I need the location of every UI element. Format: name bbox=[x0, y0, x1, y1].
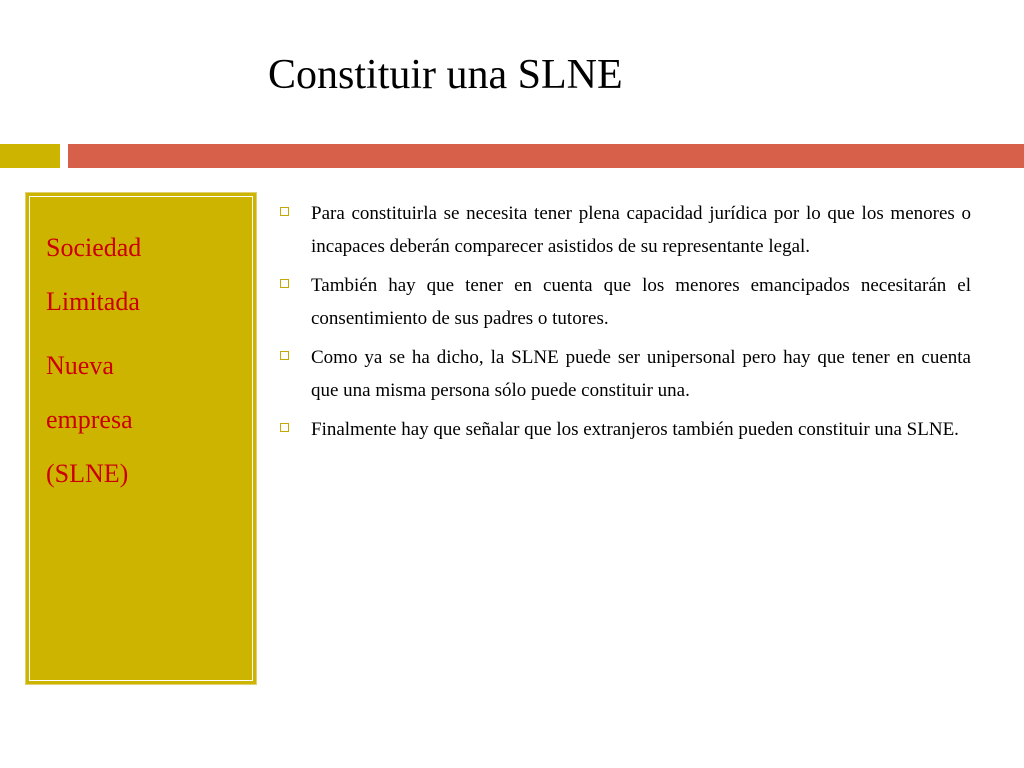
slide-title: Constituir una SLNE bbox=[268, 52, 623, 98]
accent-bar-red bbox=[68, 144, 1024, 168]
sidebar-line: Limitada bbox=[46, 287, 140, 316]
square-bullet-icon bbox=[280, 351, 289, 360]
sidebar-heading-sociedad-limitada bbox=[46, 221, 252, 329]
accent-bar-olive bbox=[0, 144, 60, 168]
square-bullet-icon bbox=[280, 279, 289, 288]
sidebar-line: Nueva bbox=[46, 351, 114, 380]
bullet-text: También hay que tener en cuenta que los menores emancipados necesitarán el consentimiento de sus padres o tutores. bbox=[311, 275, 971, 329]
list-item bbox=[278, 269, 971, 335]
square-bullet-icon bbox=[280, 423, 289, 432]
bullet-text: Para constituirla se necesita tener plena capacidad jurídica por lo que los menores o incapaces deberán comparecer asistidos de su representante legal. bbox=[311, 203, 971, 257]
list-item bbox=[278, 341, 971, 407]
sidebar-box bbox=[25, 192, 257, 685]
sidebar-box-inner bbox=[29, 196, 253, 681]
sidebar-line: empresa bbox=[46, 405, 133, 434]
bullet-list bbox=[278, 197, 971, 452]
square-bullet-icon bbox=[280, 207, 289, 216]
bullet-text: Finalmente hay que señalar que los extranjeros también pueden constituir una SLNE. bbox=[311, 419, 959, 440]
bullet-text: Como ya se ha dicho, la SLNE puede ser unipersonal pero hay que tener en cuenta que una misma persona sólo puede constituir una. bbox=[311, 347, 971, 401]
sidebar-line: (SLNE) bbox=[46, 459, 129, 488]
list-item bbox=[278, 197, 971, 263]
sidebar-line: Sociedad bbox=[46, 233, 142, 262]
list-item bbox=[278, 413, 971, 446]
sidebar-heading-nueva-empresa bbox=[46, 339, 252, 501]
